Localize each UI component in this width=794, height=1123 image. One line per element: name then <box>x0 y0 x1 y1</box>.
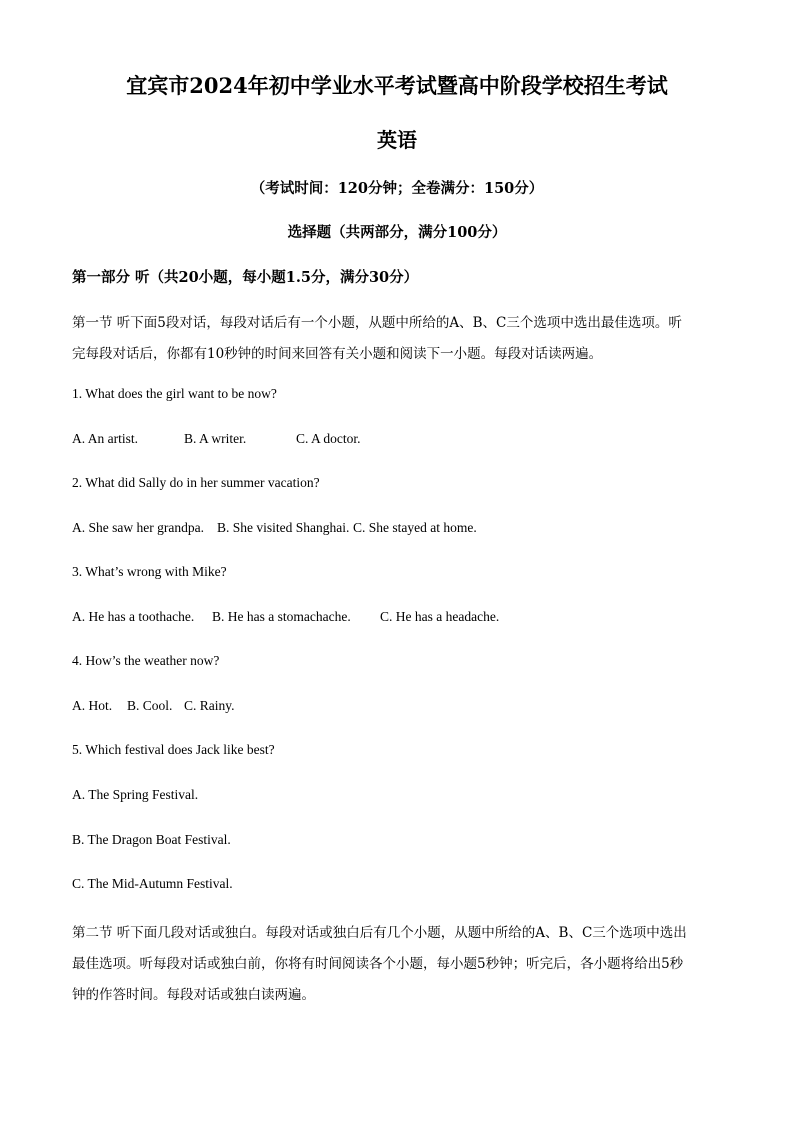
option-a: A. An artist. <box>72 431 138 446</box>
question-stem: 5. Which festival does Jack like best? <box>72 742 275 757</box>
question-stem: 4. How’s the weather now? <box>72 653 220 668</box>
option-b: B. The Dragon Boat Festival. <box>72 832 231 847</box>
section1-line1: 第一节 听下面5段对话，每段对话后有一个小题，从题中所给的A、B、C三个选项中选出最佳选项。听 <box>72 315 682 331</box>
option-a: A. She saw her grandpa. <box>72 520 204 535</box>
option-c: C. He has a headache. <box>380 609 500 624</box>
option-c: C. She stayed at home. <box>353 520 477 535</box>
option-c: C. A doctor. <box>296 431 361 446</box>
option-b: B. He has a stomachache. <box>212 609 351 624</box>
question-stem: 1. What does the girl want to be now? <box>72 386 277 401</box>
option-a: A. Hot. <box>72 698 113 713</box>
question-stem: 3. What’s wrong with Mike? <box>72 564 227 579</box>
option-a: A. The Spring Festival. <box>72 787 199 802</box>
option-c: C. Rainy. <box>184 698 235 713</box>
option-b: B. A writer. <box>184 431 247 446</box>
part1-heading: 第一部分 听（共20小题，每小题1.5分，满分30分） <box>72 269 419 286</box>
exam-title: 宜宾市2024年初中学业水平考试暨高中阶段学校招生考试 <box>126 73 668 98</box>
option-c: C. The Mid-Autumn Festival. <box>72 876 233 891</box>
choice-heading: 选择题（共两部分，满分100分） <box>287 224 507 241</box>
option-a: A. He has a toothache. <box>72 609 195 624</box>
question-stem: 2. What did Sally do in her summer vacation? <box>72 475 320 490</box>
section1-line2: 完每段对话后，你都有10秒钟的时间来回答有关小题和阅读下一小题。每段对话读两遍。 <box>72 346 603 362</box>
option-b: B. Cool. <box>127 698 173 713</box>
section2-line3: 钟的作答时间。每段对话或独白读两遍。 <box>72 987 315 1003</box>
option-b: B. She visited Shanghai. <box>217 520 350 535</box>
section2-line2: 最佳选项。听每段对话或独白前，你将有时间阅读各个小题，每小题5秒钟；听完后，各小题将给出5秒 <box>72 956 684 972</box>
section2-line1: 第二节 听下面几段对话或独白。每段对话或独白后有几个小题，从题中所给的A、B、C三个选项中选出 <box>72 925 687 941</box>
subject-title: 英语 <box>377 128 417 152</box>
exam-time-info: （考试时间：120分钟；全卷满分：150分） <box>250 180 544 197</box>
